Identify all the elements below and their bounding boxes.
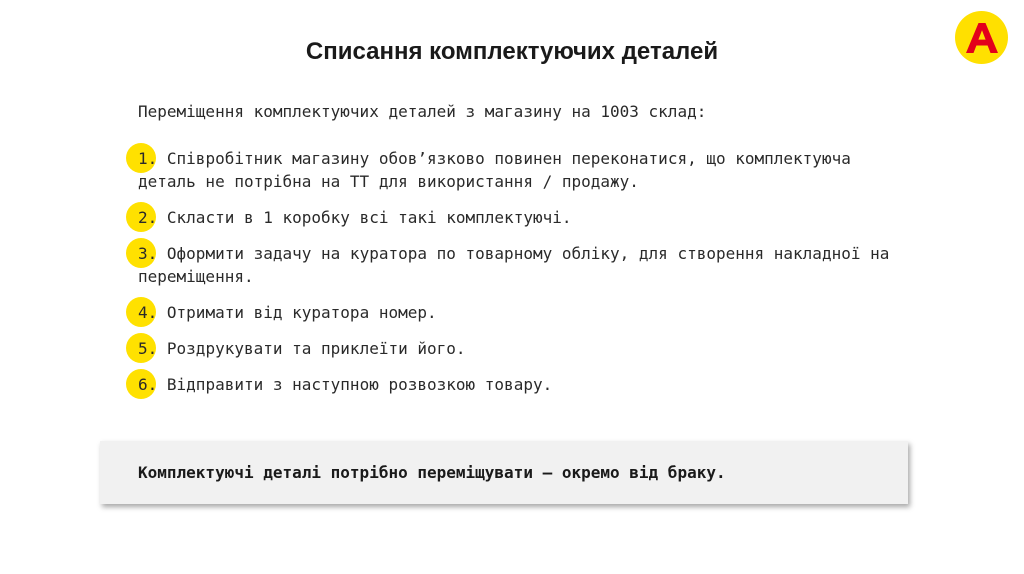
step-number: 4	[138, 303, 148, 322]
page-title: Списання комплектуючих деталей	[305, 38, 719, 65]
step-text: . Співробітник магазину обов’язково повинен переконатися, що комплектуюча деталь не потрібна на ТТ для використання / продажу.	[138, 149, 861, 191]
step-text: . Отримати від куратора номер.	[147, 303, 437, 322]
step-text: . Роздрукувати та приклеїти його.	[147, 339, 466, 358]
note-callout	[100, 441, 908, 504]
step-number: 6	[138, 375, 148, 394]
steps-list	[138, 147, 908, 396]
list-item	[138, 373, 908, 396]
brand-logo-icon	[964, 21, 1000, 55]
step-number: 1	[138, 149, 148, 168]
step-text: . Скласти в 1 коробку всі такі комплектуючі.	[147, 208, 572, 227]
list-item	[138, 337, 908, 360]
step-text: . Оформити задачу на куратора по товарному обліку, для створення накладної на переміщення.	[138, 244, 900, 286]
step-number: 5	[138, 339, 148, 358]
note-text: Комплектуючі деталі потрібно переміщувати – окремо від браку.	[138, 463, 726, 482]
step-number: 2	[138, 208, 148, 227]
list-item	[138, 206, 908, 229]
list-item	[138, 301, 908, 324]
brand-logo	[955, 11, 1008, 64]
step-number: 3	[138, 244, 148, 263]
step-text: . Відправити з наступною розвозкою товару.	[147, 375, 553, 394]
intro-text: Переміщення комплектуючих деталей з магазину на 1003 склад:	[138, 102, 707, 121]
list-item	[138, 242, 908, 288]
list-item	[138, 147, 908, 193]
